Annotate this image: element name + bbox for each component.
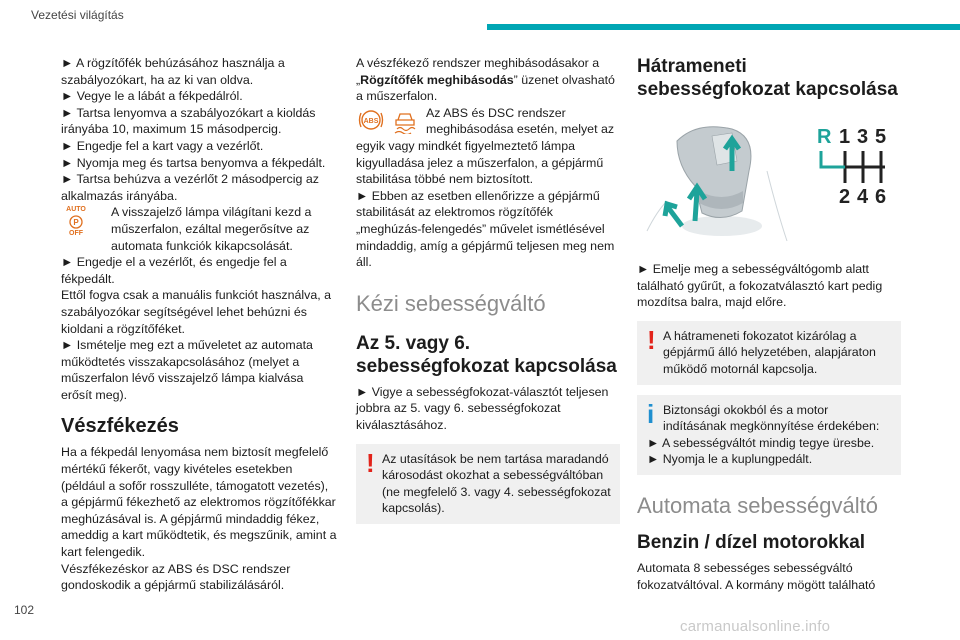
svg-text:ABS: ABS: [363, 117, 379, 125]
paragraph: Ettől fogva csak a manuális funkciót használva, a szabályozókar segítségével lehet behúzni és kioldani a rögzítőféket.: [61, 288, 331, 336]
column-3: [637, 55, 901, 593]
subsection-heading: Benzin / dízel motorokkal: [637, 531, 866, 553]
instruction: ► Engedje el a vezérlőt, és engedje fel a fékpedált.: [61, 255, 287, 286]
dsc-warning-icon: [390, 106, 420, 134]
paragraph: A vészfékező rendszer meghibásodásakor a „Rögzítőfék meghibásodás” üzenet olvasható a műszerfalon.: [356, 56, 615, 104]
info-box: [637, 395, 901, 475]
section-title: Kézi sebességváltó: [356, 290, 546, 316]
warning-box: [356, 444, 620, 524]
column-2: [356, 55, 620, 524]
gear-knob-illustration: [637, 111, 901, 251]
instruction: ► Vegye le a lábát a fékpedálról.: [61, 89, 243, 104]
gear-1-label: 1: [839, 126, 851, 148]
warning-icon: !: [647, 324, 656, 355]
abs-warning-icon: [356, 106, 386, 134]
warning-text: A hátrameneti fokozatot kizárólag a gépjármű álló helyzetében, alapjáraton működő motornál kapcsolja.: [663, 328, 876, 376]
section-title: Automata sebességváltó: [637, 492, 878, 518]
indicator-text: A visszajelző lámpa világítani kezd a műszerfalon, ezáltal megerősítve az automata funkciók kikapcsolását.: [111, 205, 312, 253]
gear-3-label: 3: [857, 126, 869, 148]
instruction: ► Engedje fel a kart vagy a vezérlőt.: [61, 138, 264, 153]
auto-off-note: [61, 204, 337, 254]
paragraph: Ha a fékpedál lenyomása nem biztosít megfelelő mértékű fékerőt, vagy kivételes esetekben (például a sofőr rosszulléte, támogatott vezetés), a gépjármű fékezhető az elektromos rögzítőfékkar meghúzásával is. A gépjármű mindaddig fékez, ameddig a kart működtetik, és megszűnik, amint a kart felengedik.: [61, 445, 337, 560]
warning-icon: !: [366, 447, 375, 478]
section-heading: Hátrameneti sebességfokozat kapcsolása: [637, 56, 898, 100]
abs-dsc-note: [356, 105, 620, 188]
gear-5-label: 5: [875, 126, 887, 148]
info-icon: i: [647, 398, 655, 429]
warning-text: Az utasítások be nem tartása maradandó károsodást okozhat a sebességváltóban (ne megfelelő 3. vagy 4. sebességfokozat kapcsolás).: [382, 451, 611, 516]
running-header: Vezetési világítás: [31, 8, 124, 22]
gear-2-label: 2: [839, 186, 851, 208]
svg-text:P: P: [73, 218, 79, 228]
instruction: ► Tartsa lenyomva a szabályozókart a kioldás irányába 10, maximum 15 másodpercig.: [61, 105, 316, 137]
paragraph: Vészfékezéskor az ABS és DSC rendszer gondoskodik a gépjármű stabilizálásáról.: [61, 561, 291, 593]
info-text: Biztonsági okokból és a motor indításának megkönnyítése érdekében:: [663, 402, 880, 434]
reverse-gear-illustration: [637, 111, 901, 251]
page-number: 102: [14, 603, 35, 617]
instruction: ► A rögzítőfék behúzásához használja a szabályozókart, ha az ki van oldva.: [61, 56, 285, 87]
instruction: ► Ebben az esetben ellenőrizze a gépjármű stabilitását az elektromos rögzítőfék „meghúzás-felengedés” művelet ismétlésével mindaddig, amíg a gépjármű teljesen meg nem áll.: [356, 188, 615, 270]
gear-r-label: R: [817, 126, 832, 148]
instruction: ► Nyomja meg és tartsa benyomva a fékpedált.: [61, 155, 326, 170]
header-accent-bar: [487, 24, 960, 30]
section-heading: Vészfékezés: [61, 415, 179, 438]
instruction: ► Vigye a sebességfokozat-választót teljesen jobbra az 5. vagy 6. sebességfokozat kiválasztásához.: [356, 384, 609, 432]
instruction: ► Emelje meg a sebességváltógomb alatt található gyűrűt, a fokozatválasztó kart pedig mozdítsa balra, majd előre.: [637, 262, 883, 310]
instruction: ► Tartsa behúzva a vezérlőt 2 másodpercig az alkalmazás irányába.: [61, 172, 319, 203]
paragraph: Az ABS és DSC rendszer meghibásodása esetén, melyet az egyik vagy mindkét figyelmeztető lámpa kigyulladása jelez a műszerfalon, a gépjármű stabilitása többé nem biztosított.: [356, 105, 615, 187]
gear-4-label: 4: [857, 186, 869, 208]
gear-6-label: 6: [875, 186, 887, 208]
info-text: ► A sebességváltót mindig tegye üresbe.: [647, 435, 875, 450]
watermark: carmanualsonline.info: [680, 618, 831, 635]
paragraph: Automata 8 sebességes sebességváltó fokozatváltóval. A kormány mögött található: [637, 560, 876, 592]
warning-lamps: [356, 106, 420, 134]
info-text: ► Nyomja le a kuplungpedált.: [647, 452, 813, 467]
instruction: ► Ismételje meg ezt a műveletet az automata működtetés visszakapcsolásához (melyet a műszerfalon lévő visszajelző lámpa kialvása erősít meg).: [61, 338, 313, 402]
column-1: [61, 55, 337, 594]
warning-box: [637, 321, 901, 385]
auto-off-indicator-icon: AUTO P OFF: [66, 206, 86, 238]
subsection-heading: Az 5. vagy 6. sebességfokozat kapcsolása: [356, 332, 617, 377]
